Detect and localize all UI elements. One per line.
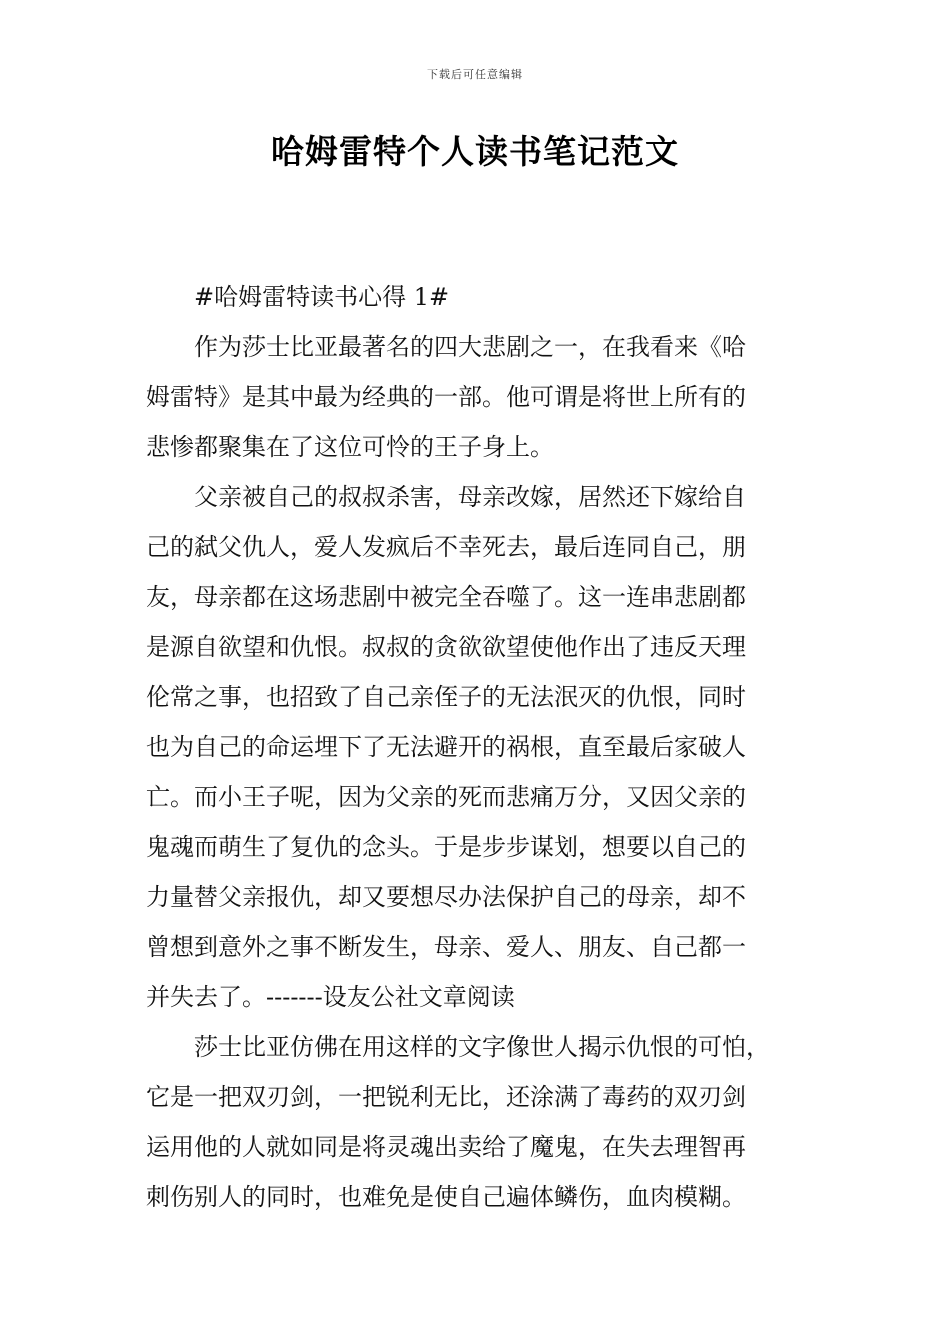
paragraph-line: 并失去了。-------设友公社文章阅读 [146,983,515,1011]
paragraph-line: 力量替父亲报仇，却又要想尽办法保护自己的母亲，却不 [146,883,746,911]
section-heading: #哈姆雷特读书心得 1# [194,283,450,311]
paragraph-line: 曾想到意外之事不断发生，母亲、爱人、朋友、自己都一 [146,933,746,961]
paragraph-line: 是源自欲望和仇恨。叔叔的贪欲欲望使他作出了违反天理 [146,633,746,661]
paragraph-line: 伦常之事，也招致了自己亲侄子的无法泯灭的仇恨，同时 [146,683,746,711]
paragraph-line: 它是一把双刃剑，一把锐利无比，还涂满了毒药的双刃剑 [146,1083,746,1111]
header-note: 下载后可任意编辑 [427,68,523,81]
paragraph-line: 悲惨都聚集在了这位可怜的王子身上。 [146,433,554,461]
paragraph-line: 亡。而小王子呢，因为父亲的死而悲痛万分，又因父亲的 [146,783,746,811]
paragraph-line: 己的弑父仇人，爱人发疯后不幸死去，最后连同自己，朋 [146,533,746,561]
paragraph-2 [146,472,818,1022]
paragraph-line: 友，母亲都在这场悲剧中被完全吞噬了。这一连串悲剧都 [146,583,746,611]
paragraph-line: 作为莎士比亚最著名的四大悲剧之一，在我看来《哈 [194,333,746,361]
document-title: 哈姆雷特个人读书笔记范文 [271,132,679,171]
paragraph-line: 鬼魂而萌生了复仇的念头。于是步步谋划，想要以自己的 [146,833,746,861]
paragraph-line: 运用他的人就如同是将灵魂出卖给了魔鬼，在失去理智再 [146,1133,746,1161]
paragraph-3 [146,1022,818,1222]
paragraph-line: 刺伤别人的同时，也难免是使自己遍体鳞伤，血肉模糊。 [146,1183,746,1211]
paragraph-1 [146,322,818,472]
paragraph-line: 莎士比亚仿佛在用这样的文字像世人揭示仇恨的可怕， [194,1033,770,1061]
paragraph-line: 也为自己的命运埋下了无法避开的祸根，直至最后家破人 [146,733,746,761]
paragraph-line: 姆雷特》是其中最为经典的一部。他可谓是将世上所有的 [146,383,746,411]
paragraph-line: 父亲被自己的叔叔杀害，母亲改嫁，居然还下嫁给自 [194,483,746,511]
document-body [146,272,818,1222]
